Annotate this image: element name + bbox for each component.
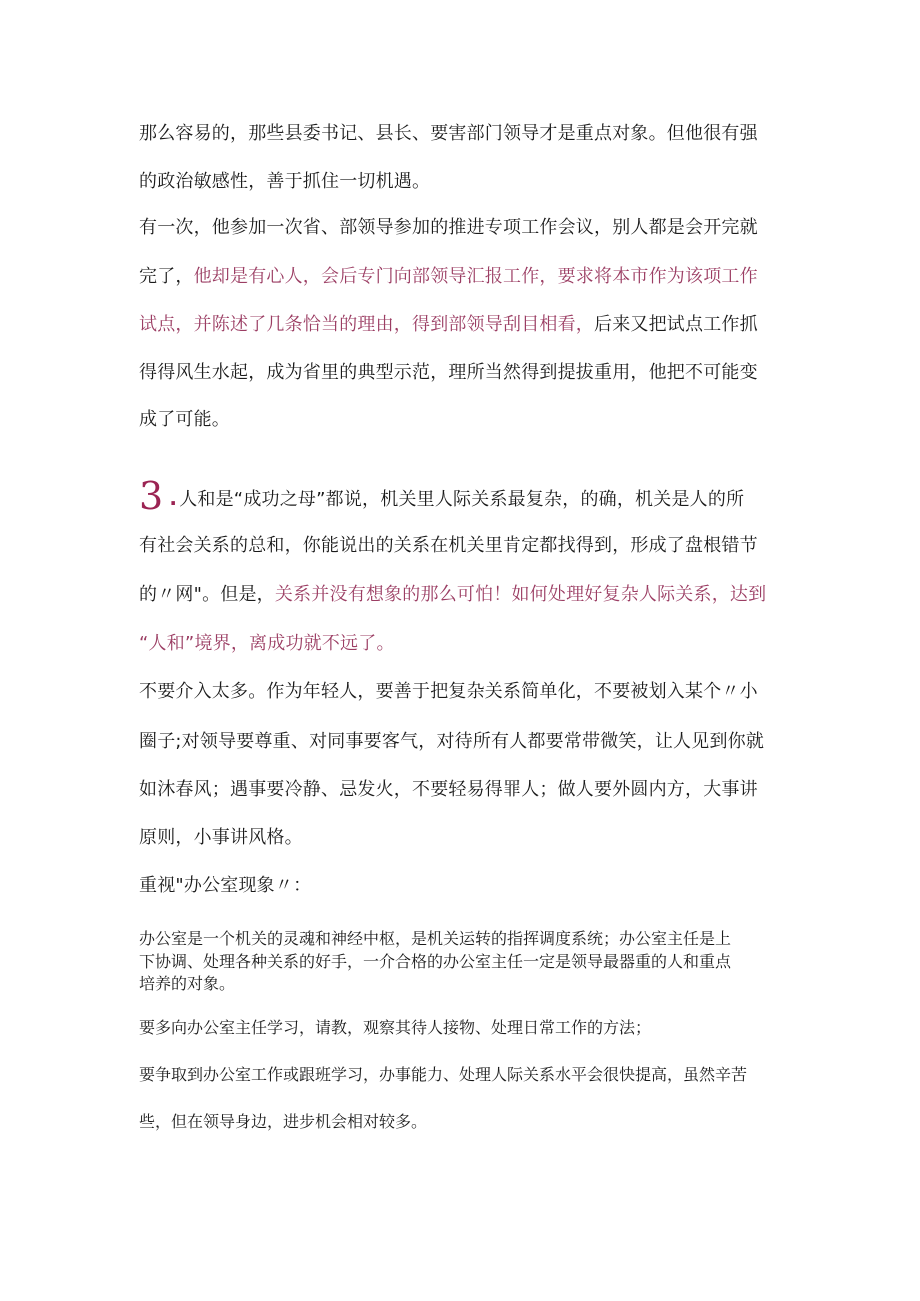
paragraph-line: 的政治敏感性，善于抓住一切机遇。 <box>139 171 431 192</box>
paragraph-line: 培养的对象。 <box>139 974 236 993</box>
paragraph-line: 有一次，他参加一次省、部领导参加的推进专项工作会议，别人都是会开完就 <box>139 217 758 238</box>
section-3-heading <box>139 476 744 516</box>
plain-text: 后来又把试点工作抓 <box>594 314 758 335</box>
paragraph-line: 那么容易的，那些县委书记、县长、要害部门领导才是重点对象。但他很有强 <box>139 123 758 144</box>
section-number: 3 <box>139 474 164 518</box>
highlighted-text: 他却是有心人，会后专门向部领导汇报工作，要求将本市作为该项工作 <box>193 266 758 287</box>
paragraph-line <box>139 583 766 607</box>
paragraph-line: 办公室是一个机关的灵魂和神经中枢，是机关运转的指挥调度系统；办公室主任是上 <box>139 929 732 948</box>
paragraph-line: 下协调、处理各种关系的好手，一介合格的办公室主任一定是领导最器重的人和重点 <box>139 952 732 971</box>
paragraph-line: 得得风生水起，成为省里的典型示范，理所当然得到提拔重用，他把不可能变 <box>139 362 758 383</box>
paragraph-line <box>139 313 758 337</box>
plain-text: 完了， <box>139 266 194 287</box>
paragraph-line: 些，但在领导身边，进步机会相对较多。 <box>139 1112 428 1131</box>
highlighted-line: “人和”境界，离成功就不远了。 <box>139 633 395 654</box>
paragraph-line: 成了可能。 <box>139 409 230 430</box>
paragraph-line <box>139 265 758 289</box>
heading-text: 人和是“成功之母”都说，机关里人际关系最复杂，的确，机关是人的所 <box>179 489 745 510</box>
section-bullet: . <box>169 486 178 510</box>
highlighted-text: 试点，并陈述了几条恰当的理由，得到部领导刮目相看， <box>139 314 594 335</box>
paragraph-line: 如沐春风；遇事要冷静、忌发火，不要轻易得罪人；做人要外圆内方，大事讲 <box>139 779 758 800</box>
paragraph-line: 有社会关系的总和，你能说出的关系在机关里肯定都找得到，形成了盘根错节 <box>139 535 758 556</box>
paragraph-line: 要多向办公室主任学习，请教，观察其待人接物、处理日常工作的方法； <box>139 1018 652 1037</box>
paragraph-line: 原则，小事讲风格。 <box>139 827 303 848</box>
paragraph-line: 要争取到办公室工作或跟班学习，办事能力、处理人际关系水平会很快提高，虽然辛苦 <box>139 1065 748 1084</box>
plain-text: 的〃网"。但是， <box>139 584 275 605</box>
subheading: 重视"办公室现象〃： <box>139 875 312 896</box>
paragraph-line: 不要介入太多。作为年轻人，要善于把复杂关系简单化，不要被划入某个〃小 <box>139 681 758 702</box>
paragraph-line: 圈子;对领导要尊重、对同事要客气，对待所有人都要常带微笑，让人见到你就 <box>139 731 765 752</box>
highlighted-text: 关系并没有想象的那么可怕！如何处理好复杂人际关系，达到 <box>274 584 767 605</box>
